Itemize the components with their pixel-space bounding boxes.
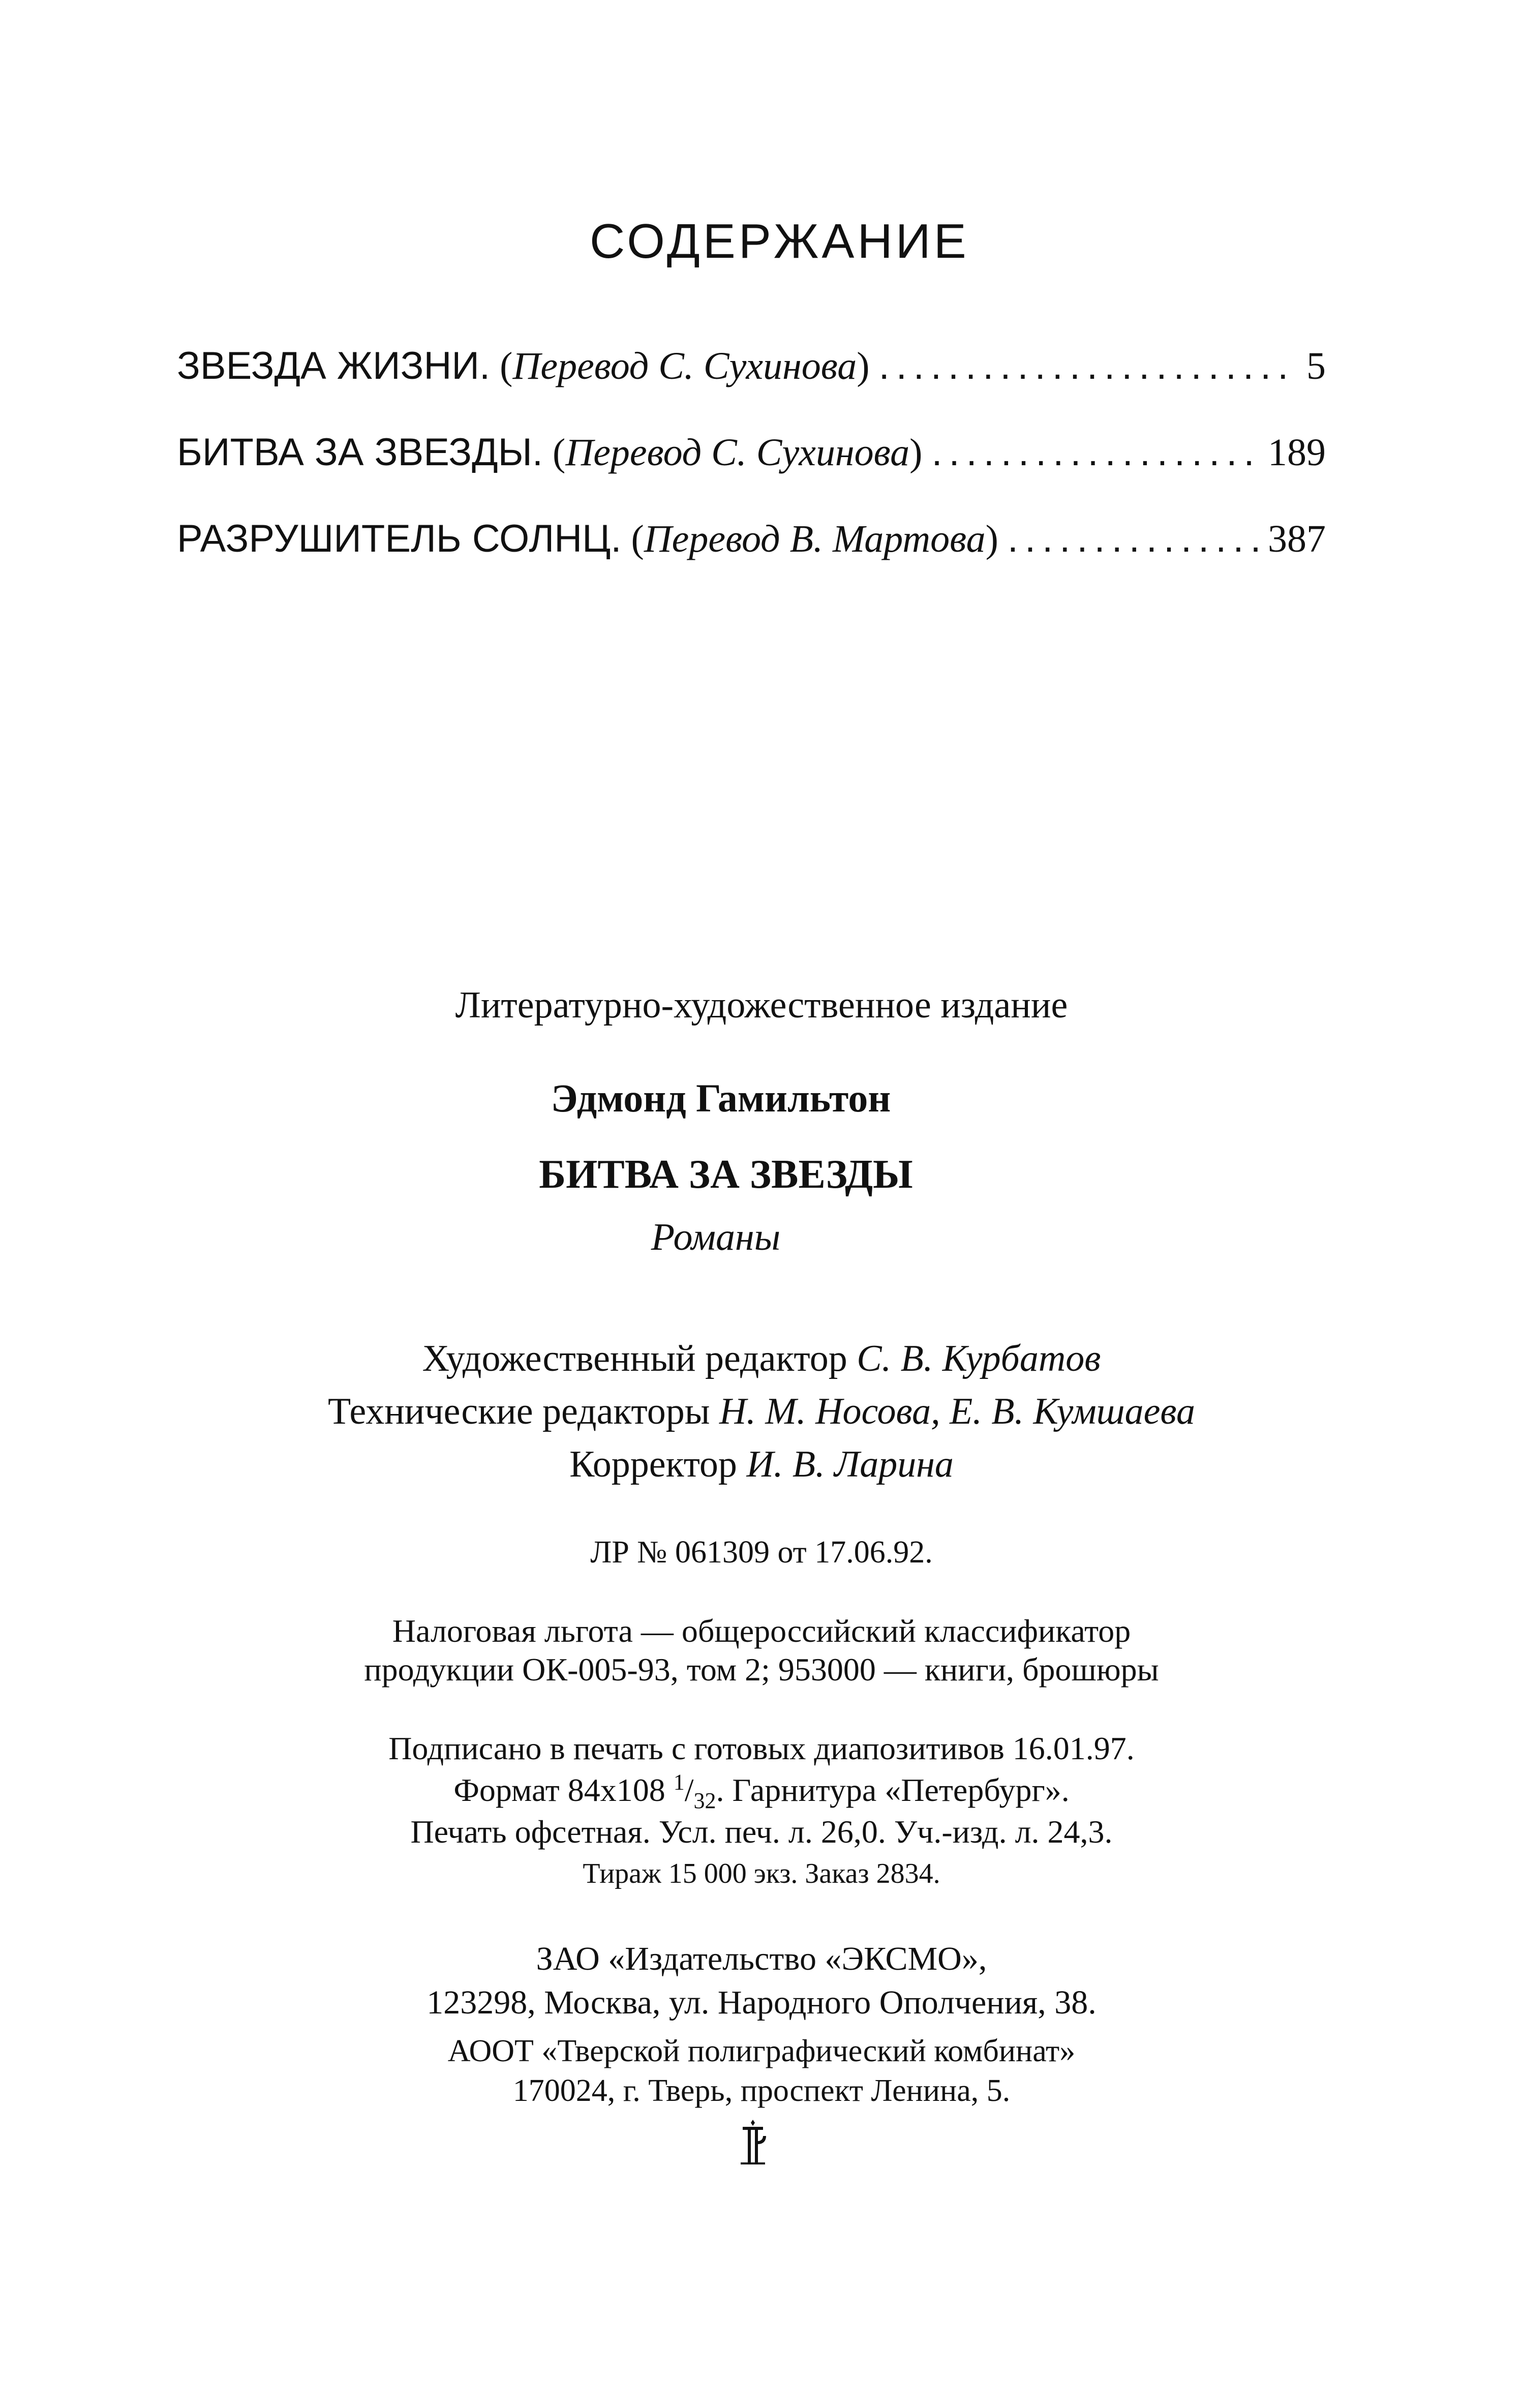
format-suffix: . Гарнитура «Петербург». <box>716 1772 1070 1808</box>
toc-entry-page: 189 <box>1268 431 1326 474</box>
book-title: БИТВА ЗА ЗВЕЗДЫ <box>539 1152 913 1197</box>
format-line <box>0 1769 1523 1811</box>
circulation-order: Тираж 15 000 экз. Заказ 2834. <box>583 1858 940 1889</box>
credit-role: Технические редакторы <box>327 1391 710 1432</box>
printing-details <box>0 1728 1523 1894</box>
toc-entry-close-paren: ) <box>909 431 923 474</box>
license-number: ЛР № 061309 от 17.06.92. <box>590 1535 933 1570</box>
credit-role: Корректор <box>569 1443 737 1485</box>
toc-entry-page: 387 <box>1268 518 1326 560</box>
credit-name: С. В. Курбатов <box>857 1338 1101 1379</box>
credit-name: Н. М. Носова, Е. В. Кумшаева <box>719 1391 1196 1432</box>
toc-entry-translator: Перевод В. Мартова <box>644 518 986 560</box>
genre-label: Романы <box>651 1216 781 1258</box>
toc-leader-dots <box>931 422 1259 483</box>
offset-print-info: Печать офсетная. Усл. печ. л. 26,0. Уч.-изд. л. 24,3. <box>410 1814 1113 1850</box>
tax-benefit-note <box>0 1612 1523 1689</box>
credit-line <box>0 1385 1523 1438</box>
editorial-credits <box>0 1332 1523 1491</box>
credit-line <box>0 1438 1523 1491</box>
format-slash: / <box>684 1772 694 1808</box>
publisher-line: 123298, Москва, ул. Народного Ополчения, 38. <box>427 1984 1096 2021</box>
toc-entry[interactable] <box>177 508 1326 569</box>
tax-line: Налоговая льгота — общероссийский классификатор <box>392 1613 1131 1649</box>
toc-entry-page: 5 <box>1306 345 1326 387</box>
toc-entry-translator: Перевод С. Сухинова <box>565 431 910 474</box>
toc-entry-close-paren: ) <box>857 345 870 387</box>
format-numerator: 1 <box>673 1769 685 1795</box>
printer-line: 170024, г. Тверь, проспект Ленина, 5. <box>512 2073 1011 2108</box>
contents-heading: СОДЕРЖАНИЕ <box>590 214 969 268</box>
toc-entry-title: РАЗРУШИТЕЛЬ СОЛНЦ. <box>177 517 622 560</box>
toc-entry-close-paren: ) <box>985 518 998 560</box>
signed-to-print: Подписано в печать с готовых диапозитивов 16.01.97. <box>388 1730 1135 1766</box>
toc-entry-open-paren: ( <box>553 431 566 474</box>
toc-leader-dots <box>1008 508 1259 569</box>
format-denominator: 32 <box>693 1788 716 1813</box>
toc-entry-open-paren: ( <box>500 345 513 387</box>
toc-entry[interactable] <box>177 336 1326 397</box>
printer-monogram-icon <box>735 2118 771 2166</box>
toc-entry-translator: Перевод С. Сухинова <box>512 345 857 387</box>
toc-entry-title: ЗВЕЗДА ЖИЗНИ. <box>177 344 491 387</box>
edition-type: Литературно-художественное издание <box>455 984 1068 1026</box>
toc-entry-title: БИТВА ЗА ЗВЕЗДЫ. <box>177 431 543 474</box>
credit-role: Художественный редактор <box>422 1338 847 1379</box>
credit-line <box>0 1332 1523 1385</box>
credit-name: И. В. Ларина <box>746 1443 954 1485</box>
author-name: Эдмонд Гамильтон <box>551 1076 891 1120</box>
tax-line: продукции ОК-005-93, том 2; 953000 — книги, брошюры <box>364 1651 1159 1688</box>
toc-leader-dots <box>879 336 1297 397</box>
printer-address <box>0 2031 1523 2111</box>
format-prefix: Формат 84х108 <box>453 1772 674 1808</box>
printer-line: АООТ «Тверской полиграфический комбинат» <box>447 2034 1076 2068</box>
publisher-address <box>0 1937 1523 2025</box>
toc-entry[interactable] <box>177 422 1326 483</box>
publisher-line: ЗАО «Издательство «ЭКСМО», <box>536 1940 987 1977</box>
toc-entry-open-paren: ( <box>631 518 644 560</box>
